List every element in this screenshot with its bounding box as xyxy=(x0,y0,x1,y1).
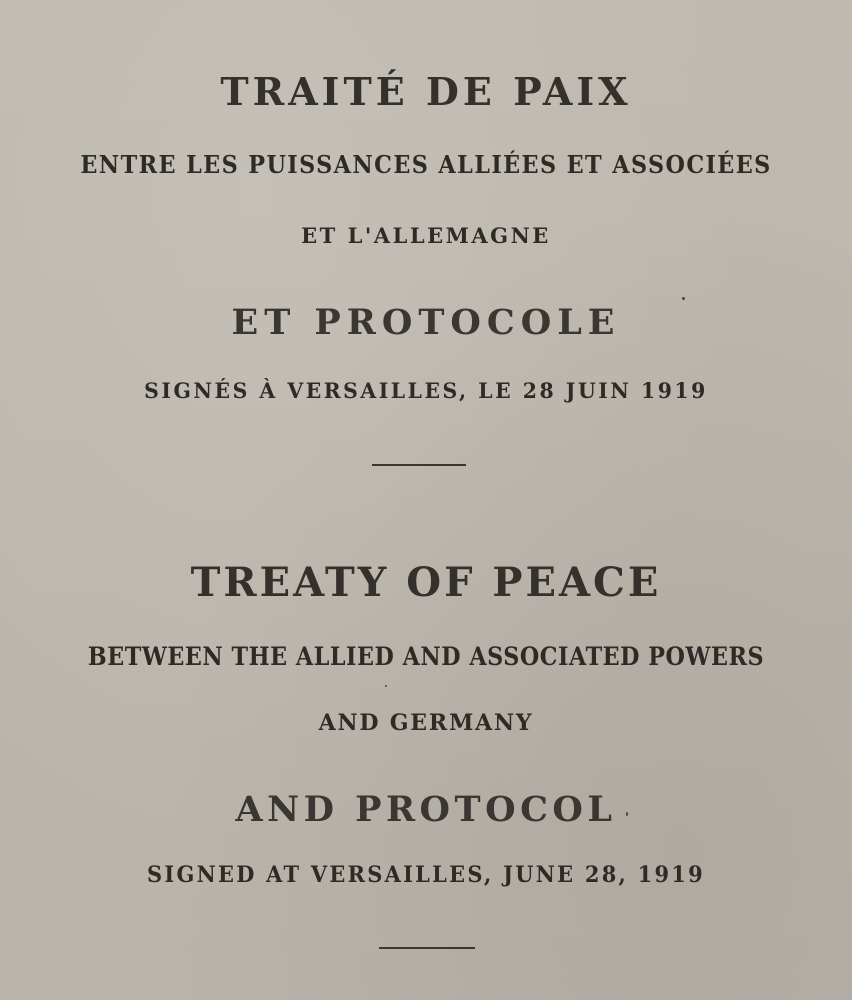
french-subtitle-germany: ET L'ALLEMAGNE xyxy=(301,223,551,248)
paper-speck xyxy=(626,812,628,816)
french-protocol-heading: ET PROTOCOLE xyxy=(231,302,621,343)
english-subtitle-parties: BETWEEN THE ALLIED AND ASSOCIATED POWERS xyxy=(87,642,765,671)
english-signed-line: SIGNED AT VERSAILLES, JUNE 28, 1919 xyxy=(147,862,705,888)
english-title: TREATY OF PEACE xyxy=(190,559,662,606)
french-title: TRAITÉ DE PAIX xyxy=(220,69,632,114)
paper-speck xyxy=(385,685,387,687)
english-subtitle-germany: AND GERMANY xyxy=(318,710,534,736)
paper-speck xyxy=(682,297,685,300)
section-divider-rule xyxy=(372,464,466,466)
french-signed-line: SIGNÉS À VERSAILLES, LE 28 JUIN 1919 xyxy=(144,378,708,403)
bottom-divider-rule xyxy=(379,947,475,949)
english-protocol-heading: AND PROTOCOL xyxy=(235,789,617,830)
french-subtitle-parties: ENTRE LES PUISSANCES ALLIÉES ET ASSOCIÉES xyxy=(80,150,772,179)
